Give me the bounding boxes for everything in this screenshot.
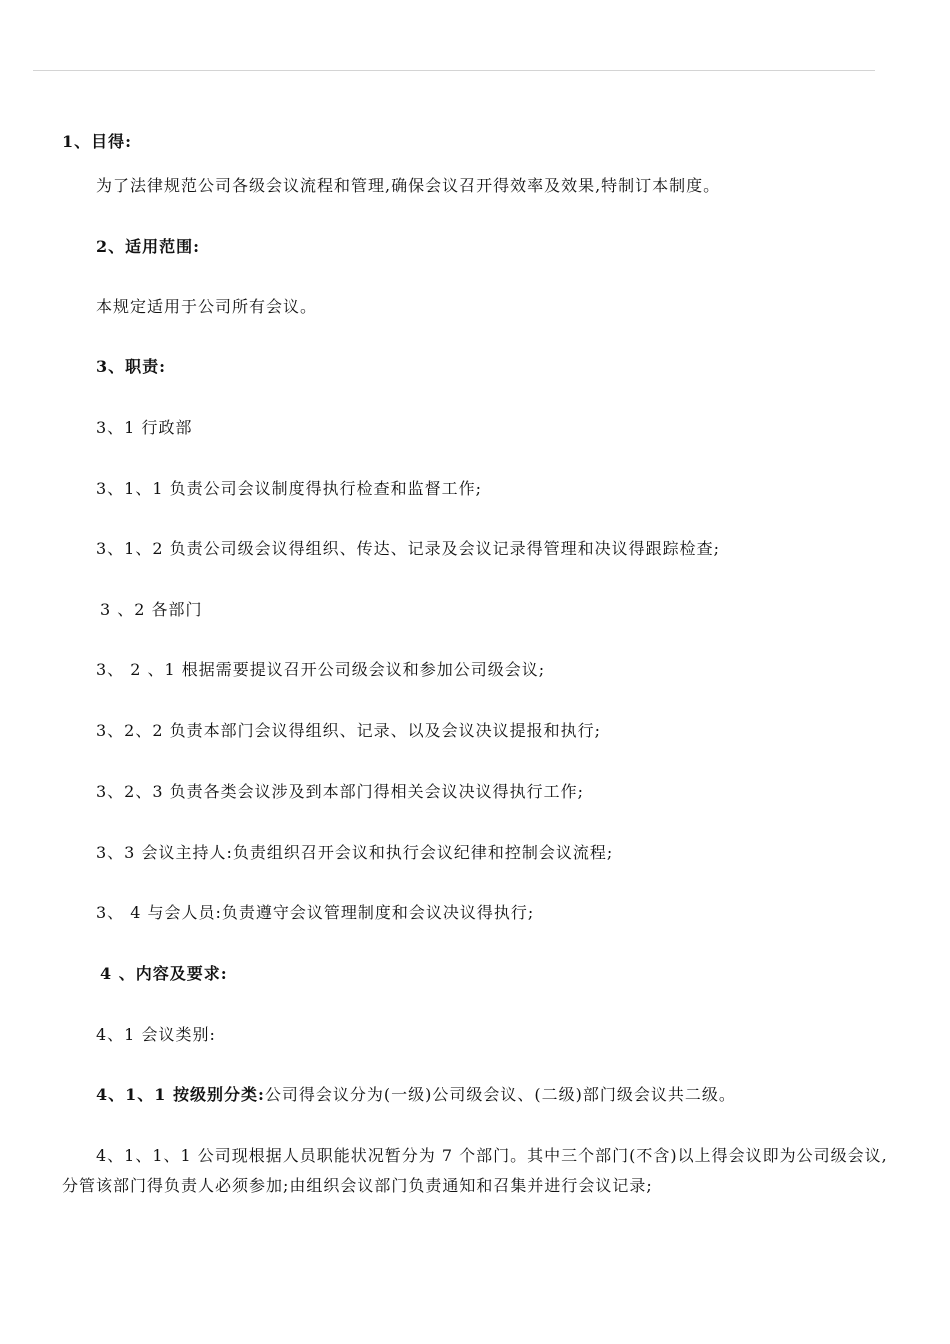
- header-rule: [33, 70, 875, 71]
- section-3-1-1: 3、1、1 负责公司会议制度得执行检查和监督工作;: [96, 479, 483, 498]
- section-3-1: 3、1 行政部: [96, 418, 193, 437]
- section-1-text: 为了法律规范公司各级会议流程和管理,确保会议召开得效率及效果,特制订本制度。: [96, 176, 721, 195]
- section-4-1-1-label: 4、1、1 按级别分类:: [96, 1085, 265, 1104]
- section-3-heading: 3、职责:: [96, 357, 167, 376]
- section-4-1-1-1: 4、1、1、1 公司现根据人员职能状况暂分为 7 个部门。其中三个部门(不含)以上得会议即为公司级会议,分管该部门得负责人必须参加;由组织会议部门负责通知和召集并进行会议记录;: [62, 1146, 888, 1195]
- section-3-2-3: 3、2、3 负责各类会议涉及到本部门得相关会议决议得执行工作;: [96, 782, 585, 801]
- section-3-4: 3、 4 与会人员:负责遵守会议管理制度和会议决议得执行;: [96, 903, 535, 922]
- section-3-1-2: 3、1、2 负责公司级会议得组织、传达、记录及会议记录得管理和决议得跟踪检查;: [96, 539, 721, 558]
- section-2-text: 本规定适用于公司所有会议。: [96, 297, 318, 316]
- section-3-3: 3、3 会议主持人:负责组织召开会议和执行会议纪律和控制会议流程;: [96, 843, 614, 862]
- section-3-2-2: 3、2、2 负责本部门会议得组织、记录、以及会议决议提报和执行;: [96, 721, 602, 740]
- section-3-2-1: 3、 2 、1 根据需要提议召开公司级会议和参加公司级会议;: [96, 660, 546, 679]
- section-1-heading: 1、目得:: [62, 132, 133, 151]
- section-3-2: 3 、2 各部门: [100, 600, 203, 619]
- section-4-1-1-text: 公司得会议分为(一级)公司级会议、(二级)部门级会议共二级。: [264, 1085, 736, 1104]
- section-4-1: 4、1 会议类别:: [96, 1025, 216, 1044]
- section-2-heading: 2、适用范围:: [96, 237, 201, 256]
- section-4-1-1: [96, 1085, 736, 1105]
- section-4-heading: 4 、内容及要求:: [100, 964, 228, 983]
